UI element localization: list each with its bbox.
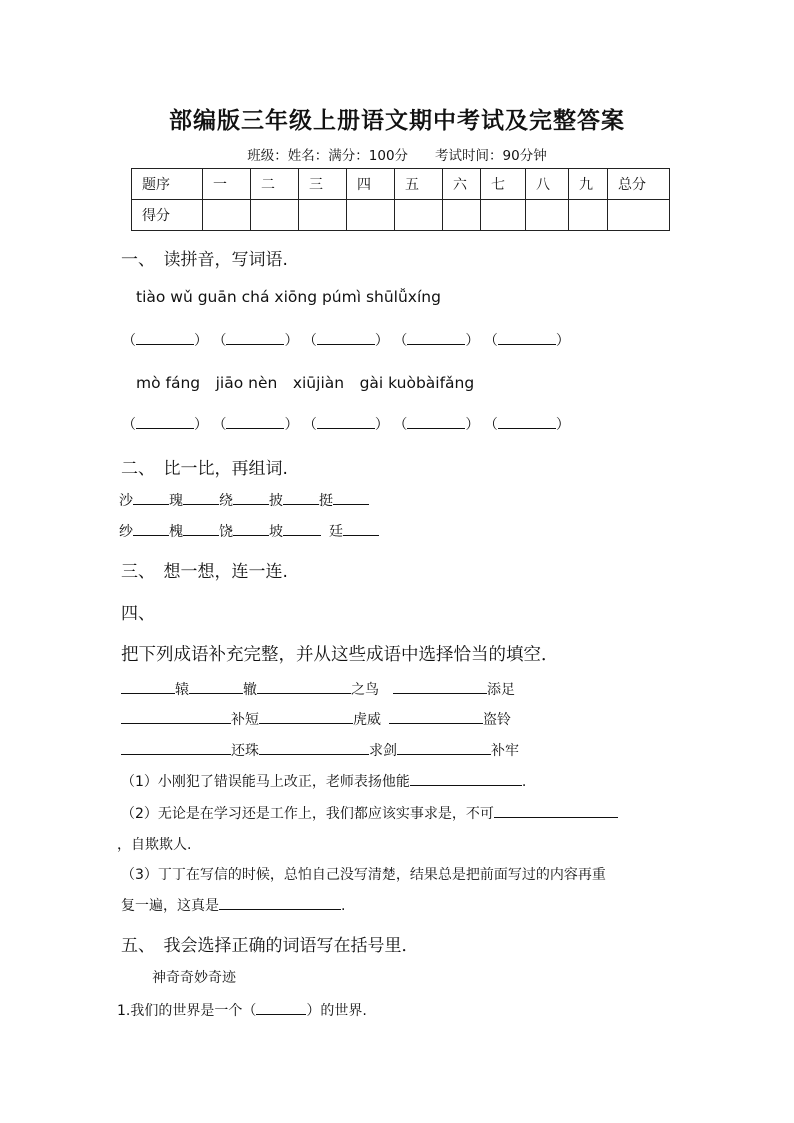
- table-header-cell: 六: [443, 169, 481, 200]
- exam-info: 班级：姓名：满分：100分 考试时间：90分钟: [247, 148, 547, 164]
- score-cell[interactable]: [443, 200, 481, 231]
- table-header-cell: 总分: [608, 169, 670, 200]
- word-blank[interactable]: [133, 521, 169, 536]
- idiom-row-2: 补短 虎威 盗铃: [121, 709, 511, 729]
- word-choices: 神奇奇妙奇迹: [152, 970, 236, 986]
- answer-blank[interactable]: [219, 895, 341, 910]
- answer-blank[interactable]: [317, 416, 375, 429]
- idiom-row-1: 辕 辙 之鸟 添足: [121, 679, 515, 699]
- section4-instruction: 把下列成语补充完整，并从这些成语中选择恰当的填空．: [121, 645, 559, 665]
- answer-blanks-row-1: （ ） （ ） （ ） （ ） （ ）: [122, 333, 570, 349]
- compare-row-1: 沙 瑰 绕 披 挺: [119, 490, 369, 510]
- idiom-blank[interactable]: [257, 679, 351, 694]
- table-row-label: 得分: [132, 200, 203, 231]
- idiom-blank[interactable]: [121, 709, 231, 724]
- section5-heading: 五、 我会选择正确的词语写在括号里．: [121, 936, 419, 956]
- idiom-blank[interactable]: [393, 679, 487, 694]
- question-4-3-continued: 复一遍，这真是 .: [121, 895, 345, 915]
- word-blank[interactable]: [283, 490, 319, 505]
- section4-heading: 四、: [121, 604, 155, 624]
- word-blank[interactable]: [333, 490, 369, 505]
- pinyin-row-1: tiào wǔ guān chá xiōng púmì shūlǚxíng: [136, 288, 441, 306]
- answer-blank[interactable]: [226, 332, 284, 345]
- idiom-blank[interactable]: [397, 740, 491, 755]
- answer-blank[interactable]: [498, 416, 556, 429]
- score-table-header-row: [132, 169, 670, 200]
- word-blank[interactable]: [343, 521, 379, 536]
- answer-blank[interactable]: [494, 803, 618, 818]
- answer-blank[interactable]: [410, 771, 522, 786]
- idiom-blank[interactable]: [121, 679, 175, 694]
- idiom-row-3: 还珠 求剑 补牢: [121, 740, 519, 760]
- score-cell[interactable]: [526, 200, 569, 231]
- section1-heading: 一、 读拼音，写词语.: [121, 250, 288, 270]
- table-header-cell: 五: [395, 169, 443, 200]
- score-cell[interactable]: [299, 200, 347, 231]
- score-cell[interactable]: [251, 200, 299, 231]
- score-cell[interactable]: [608, 200, 670, 231]
- score-cell[interactable]: [395, 200, 443, 231]
- answer-blank[interactable]: [407, 332, 465, 345]
- score-cell[interactable]: [569, 200, 608, 231]
- answer-blank[interactable]: [136, 416, 194, 429]
- question-4-2: （2）无论是在学习还是工作上，我们都应该实事求是，不可: [121, 803, 618, 823]
- section3-heading: 三、 想一想，连一连.: [121, 562, 288, 582]
- word-blank[interactable]: [183, 490, 219, 505]
- word-blank[interactable]: [183, 521, 219, 536]
- question-5-1: 1.我们的世界是一个（ ）的世界.: [117, 1000, 367, 1020]
- table-header-cell: 一: [203, 169, 251, 200]
- word-blank[interactable]: [283, 521, 321, 536]
- table-header-cell: 九: [569, 169, 608, 200]
- answer-blank[interactable]: [226, 416, 284, 429]
- idiom-blank[interactable]: [389, 709, 483, 724]
- table-header-cell: 二: [251, 169, 299, 200]
- table-header-cell: 七: [481, 169, 526, 200]
- section2-heading: 二、 比一比，再组词.: [121, 459, 288, 479]
- score-table: [131, 168, 670, 231]
- compare-row-2: 纱 槐 饶 坡 廷: [119, 521, 379, 541]
- score-cell[interactable]: [203, 200, 251, 231]
- answer-blank[interactable]: [256, 1000, 306, 1015]
- word-blank[interactable]: [133, 490, 169, 505]
- answer-blank[interactable]: [317, 332, 375, 345]
- question-4-2-continued: ，自欺欺人.: [117, 837, 192, 853]
- answer-blank[interactable]: [498, 332, 556, 345]
- score-cell[interactable]: [347, 200, 395, 231]
- word-blank[interactable]: [233, 521, 269, 536]
- answer-blanks-row-2: （ ） （ ） （ ） （ ） （ ）: [122, 417, 570, 433]
- table-header-cell: 四: [347, 169, 395, 200]
- table-header-cell: 题序: [132, 169, 203, 200]
- score-table-score-row: [132, 200, 670, 231]
- question-4-1: （1）小刚犯了错误能马上改正，老师表扬他能 .: [121, 771, 526, 791]
- idiom-blank[interactable]: [121, 740, 231, 755]
- page-title: 部编版三年级上册语文期中考试及完整答案: [169, 107, 625, 134]
- idiom-blank[interactable]: [259, 740, 369, 755]
- idiom-blank[interactable]: [189, 679, 243, 694]
- idiom-blank[interactable]: [259, 709, 353, 724]
- score-cell[interactable]: [481, 200, 526, 231]
- word-blank[interactable]: [233, 490, 269, 505]
- table-header-cell: 八: [526, 169, 569, 200]
- answer-blank[interactable]: [136, 332, 194, 345]
- pinyin-row-2: mò fáng jiāo nèn xiūjiàn gài kuòbàifǎng: [136, 374, 475, 392]
- table-header-cell: 三: [299, 169, 347, 200]
- question-4-3: （3）丁丁在写信的时候，总怕自己没写清楚，结果总是把前面写过的内容再重: [121, 867, 606, 883]
- answer-blank[interactable]: [407, 416, 465, 429]
